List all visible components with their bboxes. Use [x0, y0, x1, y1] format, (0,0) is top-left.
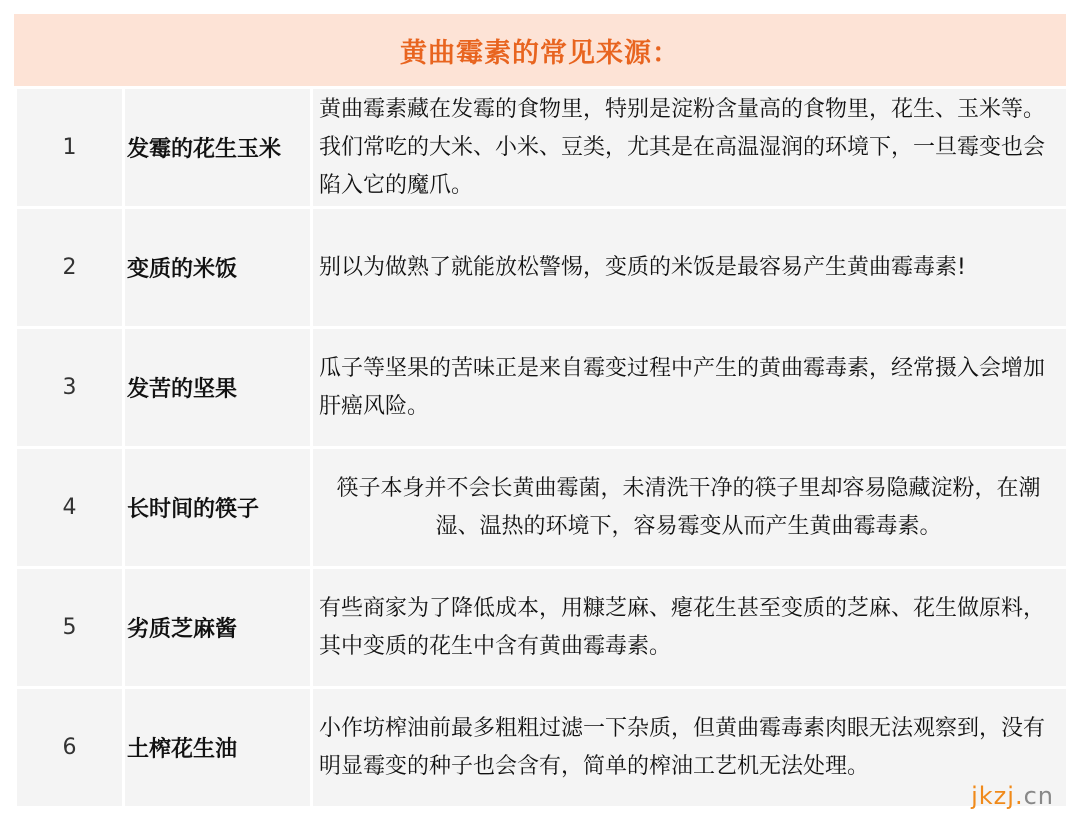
- watermark-dot: .: [1014, 782, 1024, 810]
- table-row: [16, 688, 1068, 808]
- watermark-tld: cn: [1023, 782, 1054, 810]
- source-description: 筷子本身并不会长黄曲霉菌，未清洗干净的筷子里却容易隐藏淀粉，在潮湿、温热的环境下，容易霉变从而产生黄曲霉毒素。: [312, 448, 1068, 568]
- source-description: 瓜子等坚果的苦味正是来自霉变过程中产生的黄曲霉毒素，经常摄入会增加肝癌风险。: [312, 328, 1068, 448]
- source-name: 发苦的坚果: [124, 328, 312, 448]
- row-number: 3: [16, 328, 124, 448]
- site-watermark: [971, 782, 1054, 810]
- table-row: [16, 208, 1068, 328]
- source-name: 土榨花生油: [124, 688, 312, 808]
- row-number: 6: [16, 688, 124, 808]
- table-title: 黄曲霉素的常见来源：: [14, 14, 1066, 86]
- source-description: 别以为做熟了就能放松警惕，变质的米饭是最容易产生黄曲霉毒素!: [312, 208, 1068, 328]
- source-name: 发霉的花生玉米: [124, 88, 312, 208]
- source-name: 长时间的筷子: [124, 448, 312, 568]
- source-name: 变质的米饭: [124, 208, 312, 328]
- sources-grid: [14, 86, 1069, 809]
- watermark-domain: jkzj: [971, 782, 1015, 810]
- row-number: 5: [16, 568, 124, 688]
- source-description: 小作坊榨油前最多粗粗过滤一下杂质，但黄曲霉毒素肉眼无法观察到，没有明显霉变的种子也会含有，简单的榨油工艺机无法处理。: [312, 688, 1068, 808]
- table-row: [16, 568, 1068, 688]
- source-description: 黄曲霉素藏在发霉的食物里，特别是淀粉含量高的食物里，花生、玉米等。我们常吃的大米、小米、豆类，尤其是在高温湿润的环境下，一旦霉变也会陷入它的魔爪。: [312, 88, 1068, 208]
- sources-table: [14, 14, 1066, 809]
- table-row: [16, 88, 1068, 208]
- table-row: [16, 328, 1068, 448]
- source-name: 劣质芝麻酱: [124, 568, 312, 688]
- source-description: 有些商家为了降低成本，用糠芝麻、瘪花生甚至变质的芝麻、花生做原料，其中变质的花生中含有黄曲霉毒素。: [312, 568, 1068, 688]
- table-row: [16, 448, 1068, 568]
- row-number: 4: [16, 448, 124, 568]
- row-number: 1: [16, 88, 124, 208]
- row-number: 2: [16, 208, 124, 328]
